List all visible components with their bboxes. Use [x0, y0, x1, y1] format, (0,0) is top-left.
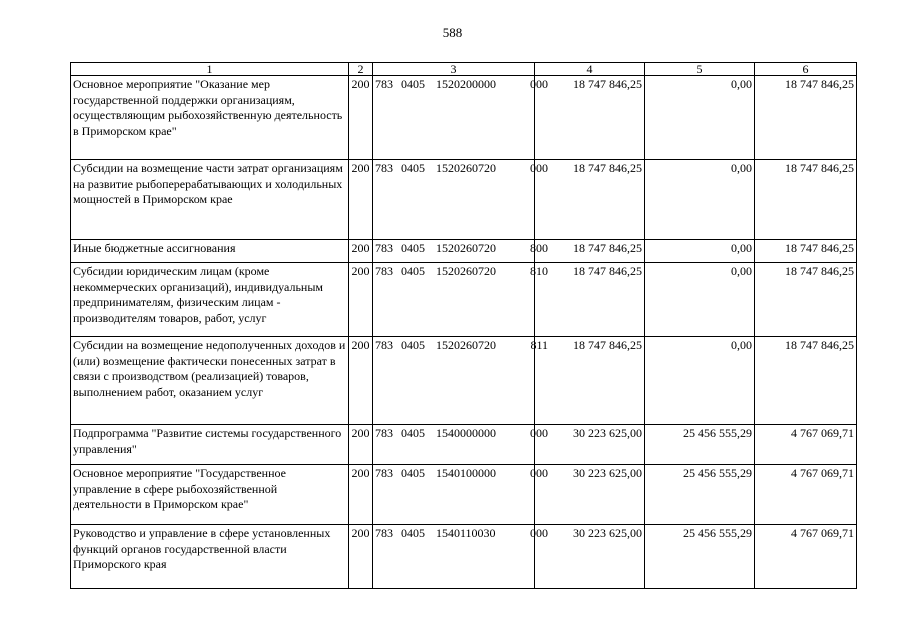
row-code — [373, 425, 548, 465]
row-col5: 0,00 — [645, 263, 755, 337]
page-number: 588 — [442, 25, 463, 40]
code-vr: 000 — [530, 77, 548, 91]
code-csr: 1520200000 — [436, 77, 496, 91]
code-csr: 1540110030 — [436, 526, 496, 540]
row-col2: 200 — [349, 465, 373, 525]
row-col2: 200 — [349, 337, 373, 425]
code-ved: 783 — [375, 161, 393, 175]
row-col5: 0,00 — [645, 337, 755, 425]
row-col6: 4 767 069,71 — [755, 425, 857, 465]
row-col2: 200 — [349, 263, 373, 337]
code-rz: 0405 — [401, 426, 425, 440]
code-vr: 000 — [530, 526, 548, 540]
row-col5: 25 456 555,29 — [645, 465, 755, 525]
table-row — [71, 76, 857, 160]
column-header: 2 — [349, 63, 373, 76]
row-name: Подпрограмма "Развитие системы государственного управления" — [71, 425, 349, 465]
row-col4: 30 223 625,00 — [535, 425, 645, 465]
code-ved: 783 — [375, 466, 393, 480]
code-rz: 0405 — [401, 338, 425, 352]
row-col4: 18 747 846,25 — [535, 240, 645, 263]
table-row — [71, 425, 857, 465]
code-rz: 0405 — [401, 77, 425, 91]
table-row — [71, 337, 857, 425]
code-vr: 000 — [530, 426, 548, 440]
column-header: 3 — [373, 63, 535, 76]
code-rz: 0405 — [401, 241, 425, 255]
code-rz: 0405 — [401, 264, 425, 278]
row-code — [373, 240, 548, 263]
row-name: Иные бюджетные ассигнования — [71, 240, 349, 263]
code-ved: 783 — [375, 241, 393, 255]
code-ved: 783 — [375, 526, 393, 540]
code-ved: 783 — [375, 426, 393, 440]
row-code — [373, 465, 548, 525]
code-csr: 1540100000 — [436, 466, 496, 480]
row-name: Руководство и управление в сфере установленных функций органов государственной власти Приморского края — [71, 525, 349, 589]
row-code — [373, 160, 548, 240]
row-name: Основное мероприятие "Государственное управление в сфере рыбохозяйственной деятельности в Приморском крае" — [71, 465, 349, 525]
row-name: Основное мероприятие "Оказание мер государственной поддержки организациям, осуществляющим рыбохозяйственную деятельность в Приморском крае" — [71, 76, 349, 160]
table-row — [71, 465, 857, 525]
row-col2: 200 — [349, 76, 373, 160]
row-col4: 18 747 846,25 — [535, 263, 645, 337]
budget-table — [70, 62, 857, 589]
code-csr: 1520260720 — [436, 161, 496, 175]
row-col4: 18 747 846,25 — [535, 76, 645, 160]
code-ved: 783 — [375, 264, 393, 278]
code-rz: 0405 — [401, 526, 425, 540]
code-rz: 0405 — [401, 466, 425, 480]
column-header: 4 — [535, 63, 645, 76]
code-ved: 783 — [375, 338, 393, 352]
row-col5: 25 456 555,29 — [645, 425, 755, 465]
row-col5: 25 456 555,29 — [645, 525, 755, 589]
code-vr: 000 — [530, 161, 548, 175]
row-col5: 0,00 — [645, 240, 755, 263]
row-name: Субсидии на возмещение недополученных доходов и (или) возмещение фактически понесенных затрат в связи с производством (реализацией) товаров, выполнением работ, оказанием услуг — [71, 337, 349, 425]
row-col6: 18 747 846,25 — [755, 240, 857, 263]
table-row — [71, 160, 857, 240]
code-csr: 1520260720 — [436, 264, 496, 278]
row-name: Субсидии юридическим лицам (кроме некоммерческих организаций), индивидуальным предпринимателям, физическим лицам - производителям товаров, работ, услуг — [71, 263, 349, 337]
column-header: 5 — [645, 63, 755, 76]
code-rz: 0405 — [401, 161, 425, 175]
row-col4: 18 747 846,25 — [535, 160, 645, 240]
row-col5: 0,00 — [645, 76, 755, 160]
header-row — [71, 63, 857, 76]
row-col2: 200 — [349, 240, 373, 263]
row-col6: 18 747 846,25 — [755, 160, 857, 240]
row-col4: 18 747 846,25 — [535, 337, 645, 425]
row-col4: 30 223 625,00 — [535, 525, 645, 589]
row-col2: 200 — [349, 525, 373, 589]
table-row — [71, 525, 857, 589]
table-row — [71, 263, 857, 337]
table-row — [71, 240, 857, 263]
row-col6: 18 747 846,25 — [755, 263, 857, 337]
code-vr: 800 — [530, 241, 548, 255]
row-code — [373, 263, 548, 337]
code-csr: 1520260720 — [436, 241, 496, 255]
row-code — [373, 525, 548, 589]
row-col6: 4 767 069,71 — [755, 465, 857, 525]
code-vr: 000 — [530, 466, 548, 480]
code-csr: 1520260720 — [436, 338, 496, 352]
code-ved: 783 — [375, 77, 393, 91]
row-code — [373, 337, 548, 425]
row-name: Субсидии на возмещение части затрат организациям на развитие рыбоперерабатывающих и холодильных мощностей в Приморском крае — [71, 160, 349, 240]
code-vr: 810 — [530, 264, 548, 278]
row-col5: 0,00 — [645, 160, 755, 240]
column-header: 1 — [71, 63, 349, 76]
row-col6: 18 747 846,25 — [755, 337, 857, 425]
code-vr: 811 — [530, 338, 548, 352]
row-code — [373, 76, 548, 160]
row-col6: 18 747 846,25 — [755, 76, 857, 160]
column-header: 6 — [755, 63, 857, 76]
row-col6: 4 767 069,71 — [755, 525, 857, 589]
row-col4: 30 223 625,00 — [535, 465, 645, 525]
row-col2: 200 — [349, 160, 373, 240]
code-csr: 1540000000 — [436, 426, 496, 440]
row-col2: 200 — [349, 425, 373, 465]
